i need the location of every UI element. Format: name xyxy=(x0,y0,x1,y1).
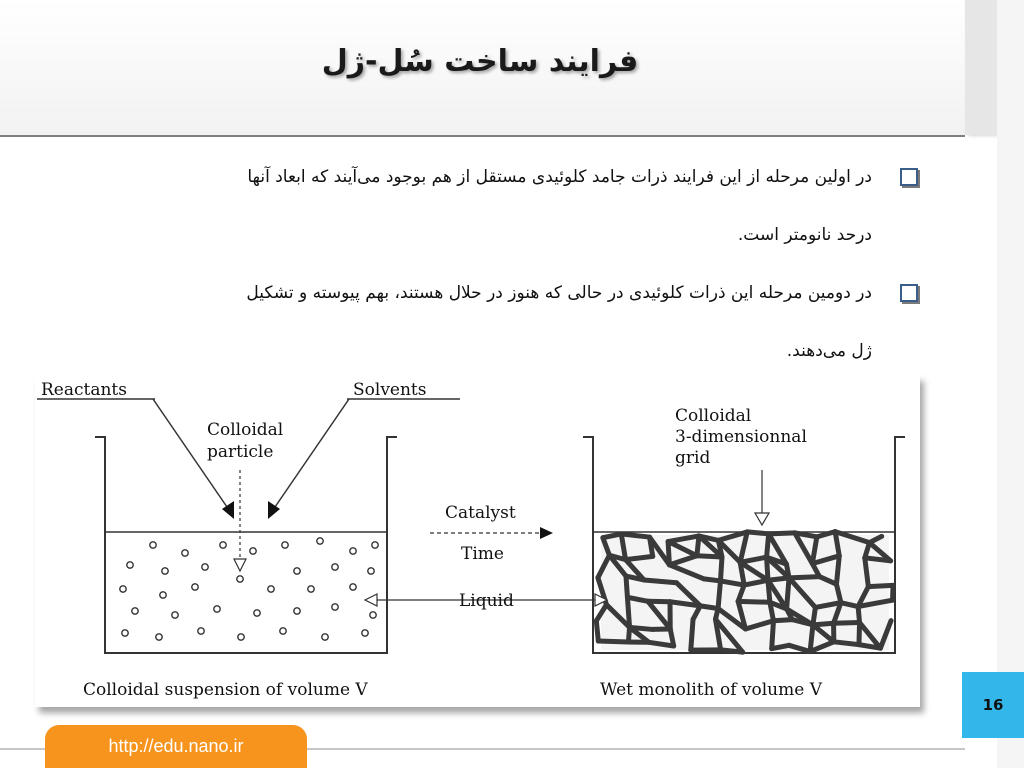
page-number: 16 xyxy=(962,672,1024,738)
solvents-arrowhead xyxy=(268,501,280,519)
gel-strand xyxy=(810,625,813,652)
left-caption: Colloidal suspension of volume V xyxy=(83,680,368,700)
particle-dot xyxy=(182,550,188,556)
gel-strand xyxy=(859,645,880,649)
gel-strand xyxy=(644,580,677,583)
gel-strand xyxy=(836,556,839,584)
particle-dot xyxy=(238,634,244,640)
gel-strand xyxy=(721,650,743,652)
gel-strand xyxy=(627,597,629,627)
solvents-arrow xyxy=(275,399,349,507)
particle-dot xyxy=(198,628,204,634)
liquid-label: Liquid xyxy=(459,591,514,611)
gel-strand xyxy=(697,556,722,557)
footer-url[interactable]: http://edu.nano.ir xyxy=(45,725,307,768)
gel-strand xyxy=(787,578,789,609)
gel-strand xyxy=(770,602,774,620)
particle-arrowhead xyxy=(234,559,246,571)
particle-dot xyxy=(150,542,156,548)
particle-dot xyxy=(350,584,356,590)
slide-title: فرایند ساخت سُل-ژل xyxy=(321,44,639,79)
gel-strand xyxy=(738,601,770,602)
particle-dot xyxy=(254,610,260,616)
gel-strand xyxy=(691,619,693,650)
bullet-list xyxy=(32,148,922,380)
gel-strand xyxy=(668,542,669,565)
particle-dot xyxy=(220,542,226,548)
particle-dot xyxy=(172,612,178,618)
header-edge xyxy=(965,0,997,135)
gel-strand xyxy=(769,533,795,534)
particle-dot xyxy=(202,564,208,570)
particle-dot xyxy=(368,568,374,574)
gel-strand xyxy=(772,645,789,648)
particle-dot xyxy=(237,576,243,582)
particle-dot xyxy=(370,612,376,618)
gel-strand xyxy=(868,585,893,586)
gel-strand xyxy=(865,558,869,587)
particle-dot xyxy=(162,568,168,574)
bullet-item xyxy=(32,264,922,380)
particle-dot xyxy=(192,584,198,590)
particle-dot xyxy=(372,542,378,548)
particle-dot xyxy=(332,604,338,610)
gel-strand xyxy=(747,532,768,534)
left-beaker xyxy=(95,437,397,653)
gel-strand xyxy=(772,621,774,649)
gel-strand xyxy=(773,620,792,621)
gel-strand xyxy=(598,641,628,642)
particle-dot xyxy=(156,634,162,640)
reactants-arrowhead xyxy=(222,501,234,519)
colloidal-grid-label: Colloidal xyxy=(675,406,752,426)
bullet-line: در دومین مرحله این ذرات کلوئیدی در حالی که هنوز در حلال هستند، بهم پیوسته و تشکیل xyxy=(246,283,872,303)
time-label: Time xyxy=(461,544,504,564)
gel-strand xyxy=(626,556,653,559)
gel-strand xyxy=(789,577,819,578)
particle-dot xyxy=(350,548,356,554)
gel-strand xyxy=(834,623,860,624)
bullet-line: درحد نانومتر است. xyxy=(737,225,872,245)
particle-dot xyxy=(120,586,126,592)
particle-dot xyxy=(294,568,300,574)
particle-dot xyxy=(282,542,288,548)
particle-dot xyxy=(250,548,256,554)
bullet-item xyxy=(32,148,922,264)
colloidal-grid-label: grid xyxy=(675,448,711,468)
gel-strand xyxy=(596,621,598,641)
particle-dot xyxy=(280,628,286,634)
grid-arrowhead xyxy=(755,513,769,525)
particle-dot xyxy=(362,630,368,636)
gel-strand xyxy=(768,578,789,580)
gel-strand xyxy=(865,558,891,561)
reactants-label: Reactants xyxy=(41,380,127,400)
colloidal-grid-label: 3-dimensionnal xyxy=(675,427,807,447)
right-strip xyxy=(997,0,1024,768)
bullet-line: در اولین مرحله از این فرایند ذرات جامد کلوئیدی مستقل از هم بوجود می‌آیند که ابعاد آنها xyxy=(247,167,872,187)
diagram-svg xyxy=(35,375,920,707)
checkbox-bullet-icon xyxy=(900,168,918,186)
particle-dot xyxy=(332,564,338,570)
gel-strand xyxy=(720,557,722,581)
colloidal-particle-label: Colloidal xyxy=(207,420,284,440)
bullet-line: ژل می‌دهند. xyxy=(786,341,872,361)
particle-dot xyxy=(214,606,220,612)
gel-strand xyxy=(626,576,627,597)
liquid-arrowhead-left xyxy=(365,594,377,606)
solvents-label: Solvents xyxy=(353,380,427,400)
gel-strand xyxy=(718,581,720,609)
sol-gel-diagram xyxy=(35,375,920,707)
particle-dot xyxy=(268,586,274,592)
right-caption: Wet monolith of volume V xyxy=(600,680,822,700)
checkbox-bullet-icon xyxy=(900,284,918,302)
particle-dot xyxy=(322,634,328,640)
particle-dot xyxy=(132,608,138,614)
colloidal-particles xyxy=(120,538,378,640)
particle-dot xyxy=(308,586,314,592)
particle-dot xyxy=(294,608,300,614)
particle-dot xyxy=(122,630,128,636)
gel-strand xyxy=(621,534,649,537)
colloidal-particle-label: particle xyxy=(207,442,274,462)
particle-dot xyxy=(317,538,323,544)
catalyst-label: Catalyst xyxy=(445,503,516,523)
gel-strand xyxy=(700,606,718,609)
gel-strand xyxy=(834,642,859,645)
particle-dot xyxy=(160,592,166,598)
particle-dot xyxy=(127,562,133,568)
catalyst-arrowhead xyxy=(540,527,553,539)
